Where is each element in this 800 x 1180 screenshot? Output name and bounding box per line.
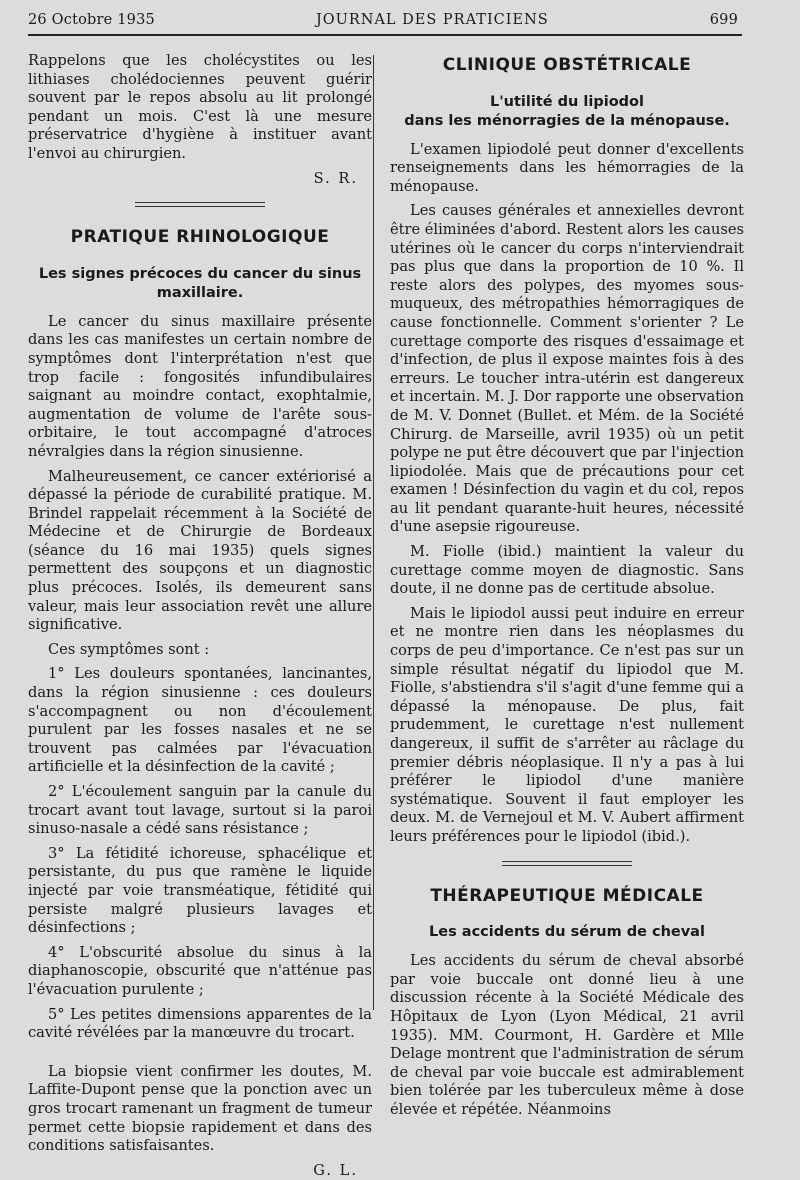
symptom-item-4: 4° L'obscurité absolue du sinus à la diaphanoscopie, obscurité que n'atténue pas l'évacuation purulente ; xyxy=(28,943,372,998)
paragraph: Ces symptômes sont : xyxy=(48,640,210,658)
paragraph: Les accidents du sérum de cheval absorbé par voie buccale ont donné lieu à une discussion récente à la Société Médicale des Hôpitaux de Lyon (Lyon Médical, 21 avril 1935). MM. Courmont, H. Gardère et Mlle Delage montrent que l'administration de sérum de cheval par voie buccale est admirablement bien tolérée par les tuberculeux même à dose élevée et répétée. Néanmoins xyxy=(390,952,744,1118)
section-title-obstetricale: CLINIQUE OBSTÉTRICALE xyxy=(442,55,692,75)
column-divider xyxy=(373,55,374,1010)
section-divider xyxy=(135,202,265,210)
running-header xyxy=(28,12,738,28)
left-column xyxy=(28,52,372,1180)
section-title-therapeutique: THÉRAPEUTIQUE MÉDICALE xyxy=(430,885,704,906)
header-rule xyxy=(28,34,742,36)
paragraph: Mais le lipiodol aussi peut induire en erreur et ne montre rien dans les néoplasmes du corps de peu d'importance. Ce n'est pas sur un simple résultat négatif du lipiodol que M. Fiolle, s'abstiendra s'il s'agit d'une femme qui a dépassé la ménopause. De plus, fait prudemment, le curettage n'est nullement dangereux, il suffit de s'arrêter au râclage du premier débris néoplasique. Il n'y a pas à lui préférer le lipiodol d'une manière systématique. Souvent il faut employer les deux. M. de Vernejoul et M. V. Aubert affirment leurs préférences pour le lipiodol (ibid.). xyxy=(390,604,744,845)
paragraph: La biopsie vient confirmer les doutes, M. Laffite-Dupont pense que la ponction avec un gros trocart ramenant un fragment de tumeur permet cette biopsie rapidement et dans des conditions satisfaisantes. xyxy=(28,1062,372,1155)
header-journal-title: JOURNAL DES PRATICIENS xyxy=(315,12,549,28)
article-title-line: L'utilité du lipiodol xyxy=(490,93,644,110)
section-title-rhinologique: PRATIQUE RHINOLOGIQUE xyxy=(70,227,330,248)
article-title-cancer-sinus xyxy=(28,265,372,303)
section-divider xyxy=(502,861,632,869)
article-signature: G. L. xyxy=(313,1161,358,1179)
paragraph: Les causes générales et annexielles devront être éliminées d'abord. Restent alors les causes utérines où le cancer du corps n'interviendrait pas plus que dans la proportion de 10 %. Il reste alors des polypes, des myomes sous-muqueux, des métropathies hémorragiques de cause fonctionnelle. Comment s'orienter ? Le curettage comporte des risques d'essaimage et d'infection, de plus il expose maintes fois à des erreurs. Le toucher intra-utérin est dangereux et incertain. M. J. Dor rapporte une observation de M. V. Donnet (Bullet. et Mém. de la Société Chirurg. de Marseille, avril 1935) où un petit polype ne put être découvert que par l'injection lipiodolée. Mais que de précautions pour cet examen ! Désinfection du vagin et du col, repos au lit pendant quarante-huit heures, nécessité d'une asepsie rigoureuse. xyxy=(390,202,744,536)
symptom-item-2: 2° L'écoulement sanguin par la canule du trocart avant tout lavage, surtout si la paroi sinuso-nasale a cédé sans résistance ; xyxy=(28,783,372,838)
article-title-lipiodol xyxy=(390,93,744,131)
article-title-serum: Les accidents du sérum de cheval xyxy=(429,924,705,941)
article-title-line: maxillaire. xyxy=(156,284,244,301)
paragraph: L'examen lipiodolé peut donner d'excellents renseignements dans les hémorragies de la ménopause. xyxy=(390,140,744,195)
symptom-item-3: 3° La fétidité ichoreuse, sphacélique et persistante, du pus que ramène le liquide injecté par voie transméatique, fétidité qui persiste malgré plusieurs lavages et désinfections ; xyxy=(28,844,372,937)
paragraph: Le cancer du sinus maxillaire présente dans les cas manifestes un certain nombre de symptômes dont l'interprétation n'est que trop facile : fongosités infundibulaires saignant au moindre contact, exophtalmie, augmentation de volume de l'arête sous-orbitaire, le tout accompagné d'atroces névralgies dans la région sinusienne. xyxy=(28,312,372,460)
right-column xyxy=(390,52,744,1126)
article-title-line: dans les ménorragies de la ménopause. xyxy=(404,112,730,129)
symptom-item-5: 5° Les petites dimensions apparentes de la cavité révélées par la manœuvre du trocart. xyxy=(28,1005,372,1042)
intro-signature: S. R. xyxy=(313,169,358,187)
intro-paragraph: Rappelons que les cholécystites ou les lithiases cholédociennes peuvent guérir souvent par le repos absolu au lit prolongé pendant un mois. C'est là une mesure préservatrice d'hygiène à instituer avant l'envoi au chirurgien. xyxy=(28,52,372,162)
paragraph: M. Fiolle (ibid.) maintient la valeur du curettage comme moyen de diagnostic. Sans doute, il ne donne pas de certitude absolue. xyxy=(390,543,744,598)
header-page-number: 699 xyxy=(709,12,738,28)
symptom-item-1: 1° Les douleurs spontanées, lancinantes, dans la région sinusienne : ces douleurs s'accompagnent ou non d'écoulement purulent par les fosses nasales et ne se trouvent pas calmées par l'évacuation artificielle et la désinfection de la cavité ; xyxy=(28,665,372,776)
paragraph: Malheureusement, ce cancer extériorisé a dépassé la période de curabilité pratique. M. Brindel rappelait récemment à la Société de Médecine et de Chirurgie de Bordeaux (séance du 16 mai 1935) quels signes permettent des soupçons et un diagnostic plus précoces. Isolés, ils demeurent sans valeur, mais leur association revêt une allure significative. xyxy=(28,467,372,634)
article-title-line: Les signes précoces du cancer du sinus xyxy=(38,265,362,282)
header-date: 26 Octobre 1935 xyxy=(28,12,155,28)
